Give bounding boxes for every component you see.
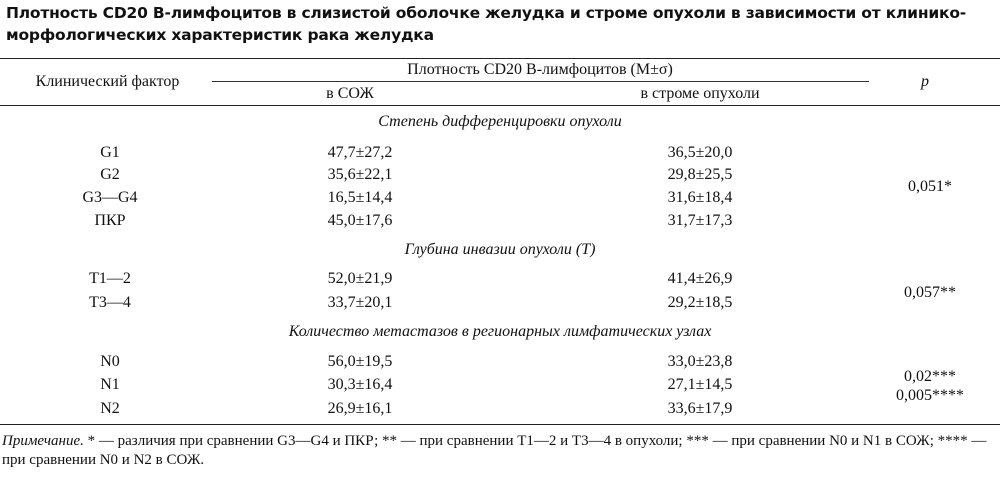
table-row-soj: 30,3±16,4: [327, 376, 393, 393]
header-factor: Клинический фактор: [35, 73, 180, 90]
table-row-stroma: 33,6±17,9: [667, 400, 733, 417]
table-row-soj: 33,7±20,1: [327, 294, 393, 311]
footnote-label: Примечание.: [2, 433, 84, 449]
table-row-factor: T3—4: [89, 294, 131, 311]
group-title-metastases: Количество метастазов в регионарных лимфатических узлах: [288, 323, 712, 340]
table-row-stroma: 29,8±25,5: [667, 166, 733, 183]
table-bottom-rule: [0, 424, 1000, 425]
table-title: Плотность CD20 B-лимфоцитов в слизистой оболочке желудка и строме опухоли в зависимости от клинико-морфологических характеристик рака желудка: [6, 4, 967, 44]
group-title-differentiation: Степень дифференцировки опухоли: [378, 113, 622, 130]
table-row-stroma: 33,0±23,8: [667, 353, 733, 370]
table-row-soj: 47,7±27,2: [327, 144, 393, 161]
table-row-stroma: 36,5±20,0: [667, 144, 733, 161]
header-p: p: [921, 73, 929, 90]
table-row-factor: N1: [100, 376, 120, 393]
table-row-stroma: 31,6±18,4: [667, 189, 733, 206]
table-row-factor: N2: [100, 400, 120, 417]
table-row-factor: N0: [100, 353, 120, 370]
table-row-stroma: 41,4±26,9: [667, 270, 733, 287]
table-row-soj: 16,5±14,4: [327, 189, 393, 206]
p-value-metastases-n2: 0,005****: [896, 387, 964, 404]
table-row-soj: 52,0±21,9: [327, 270, 393, 287]
p-value-invasion: 0,057**: [904, 284, 956, 301]
table-row-factor: G1: [100, 144, 120, 161]
table-row-factor: ПКР: [94, 212, 126, 229]
group-title-invasion: Глубина инвазии опухоли (T): [404, 241, 596, 258]
table-footnote: [2, 432, 998, 470]
table-row-stroma: 31,7±17,3: [667, 212, 733, 229]
header-density: Плотность CD20 B-лимфоцитов (M±σ): [407, 61, 673, 78]
table-top-rule: [0, 58, 1000, 59]
table-row-stroma: 27,1±14,5: [667, 376, 733, 393]
table-row-soj: 45,0±17,6: [327, 212, 393, 229]
table-row-factor: T1—2: [89, 270, 131, 287]
p-value-metastases-n1: 0,02***: [904, 368, 956, 385]
p-value-differentiation: 0,051*: [908, 178, 952, 195]
table-row-soj: 26,9±16,1: [327, 400, 393, 417]
header-density-rule: [212, 81, 869, 82]
table-row-soj: 35,6±22,1: [327, 166, 393, 183]
table-row-factor: G2: [100, 166, 120, 183]
table-row-stroma: 29,2±18,5: [667, 294, 733, 311]
header-stroma: в строме опухоли: [640, 85, 760, 102]
table-row-soj: 56,0±19,5: [327, 353, 393, 370]
header-soj: в СОЖ: [326, 85, 374, 102]
table-row-factor: G3—G4: [82, 189, 138, 206]
footnote-text: * — различия при сравнении G3—G4 и ПКР; ** — при сравнении T1—2 и T3—4 в опухоли; *** — при сравнении N0 и N1 в СОЖ; **** — при сравнении N0 и N2 в СОЖ.: [2, 433, 987, 468]
header-bottom-rule: [0, 105, 1000, 106]
